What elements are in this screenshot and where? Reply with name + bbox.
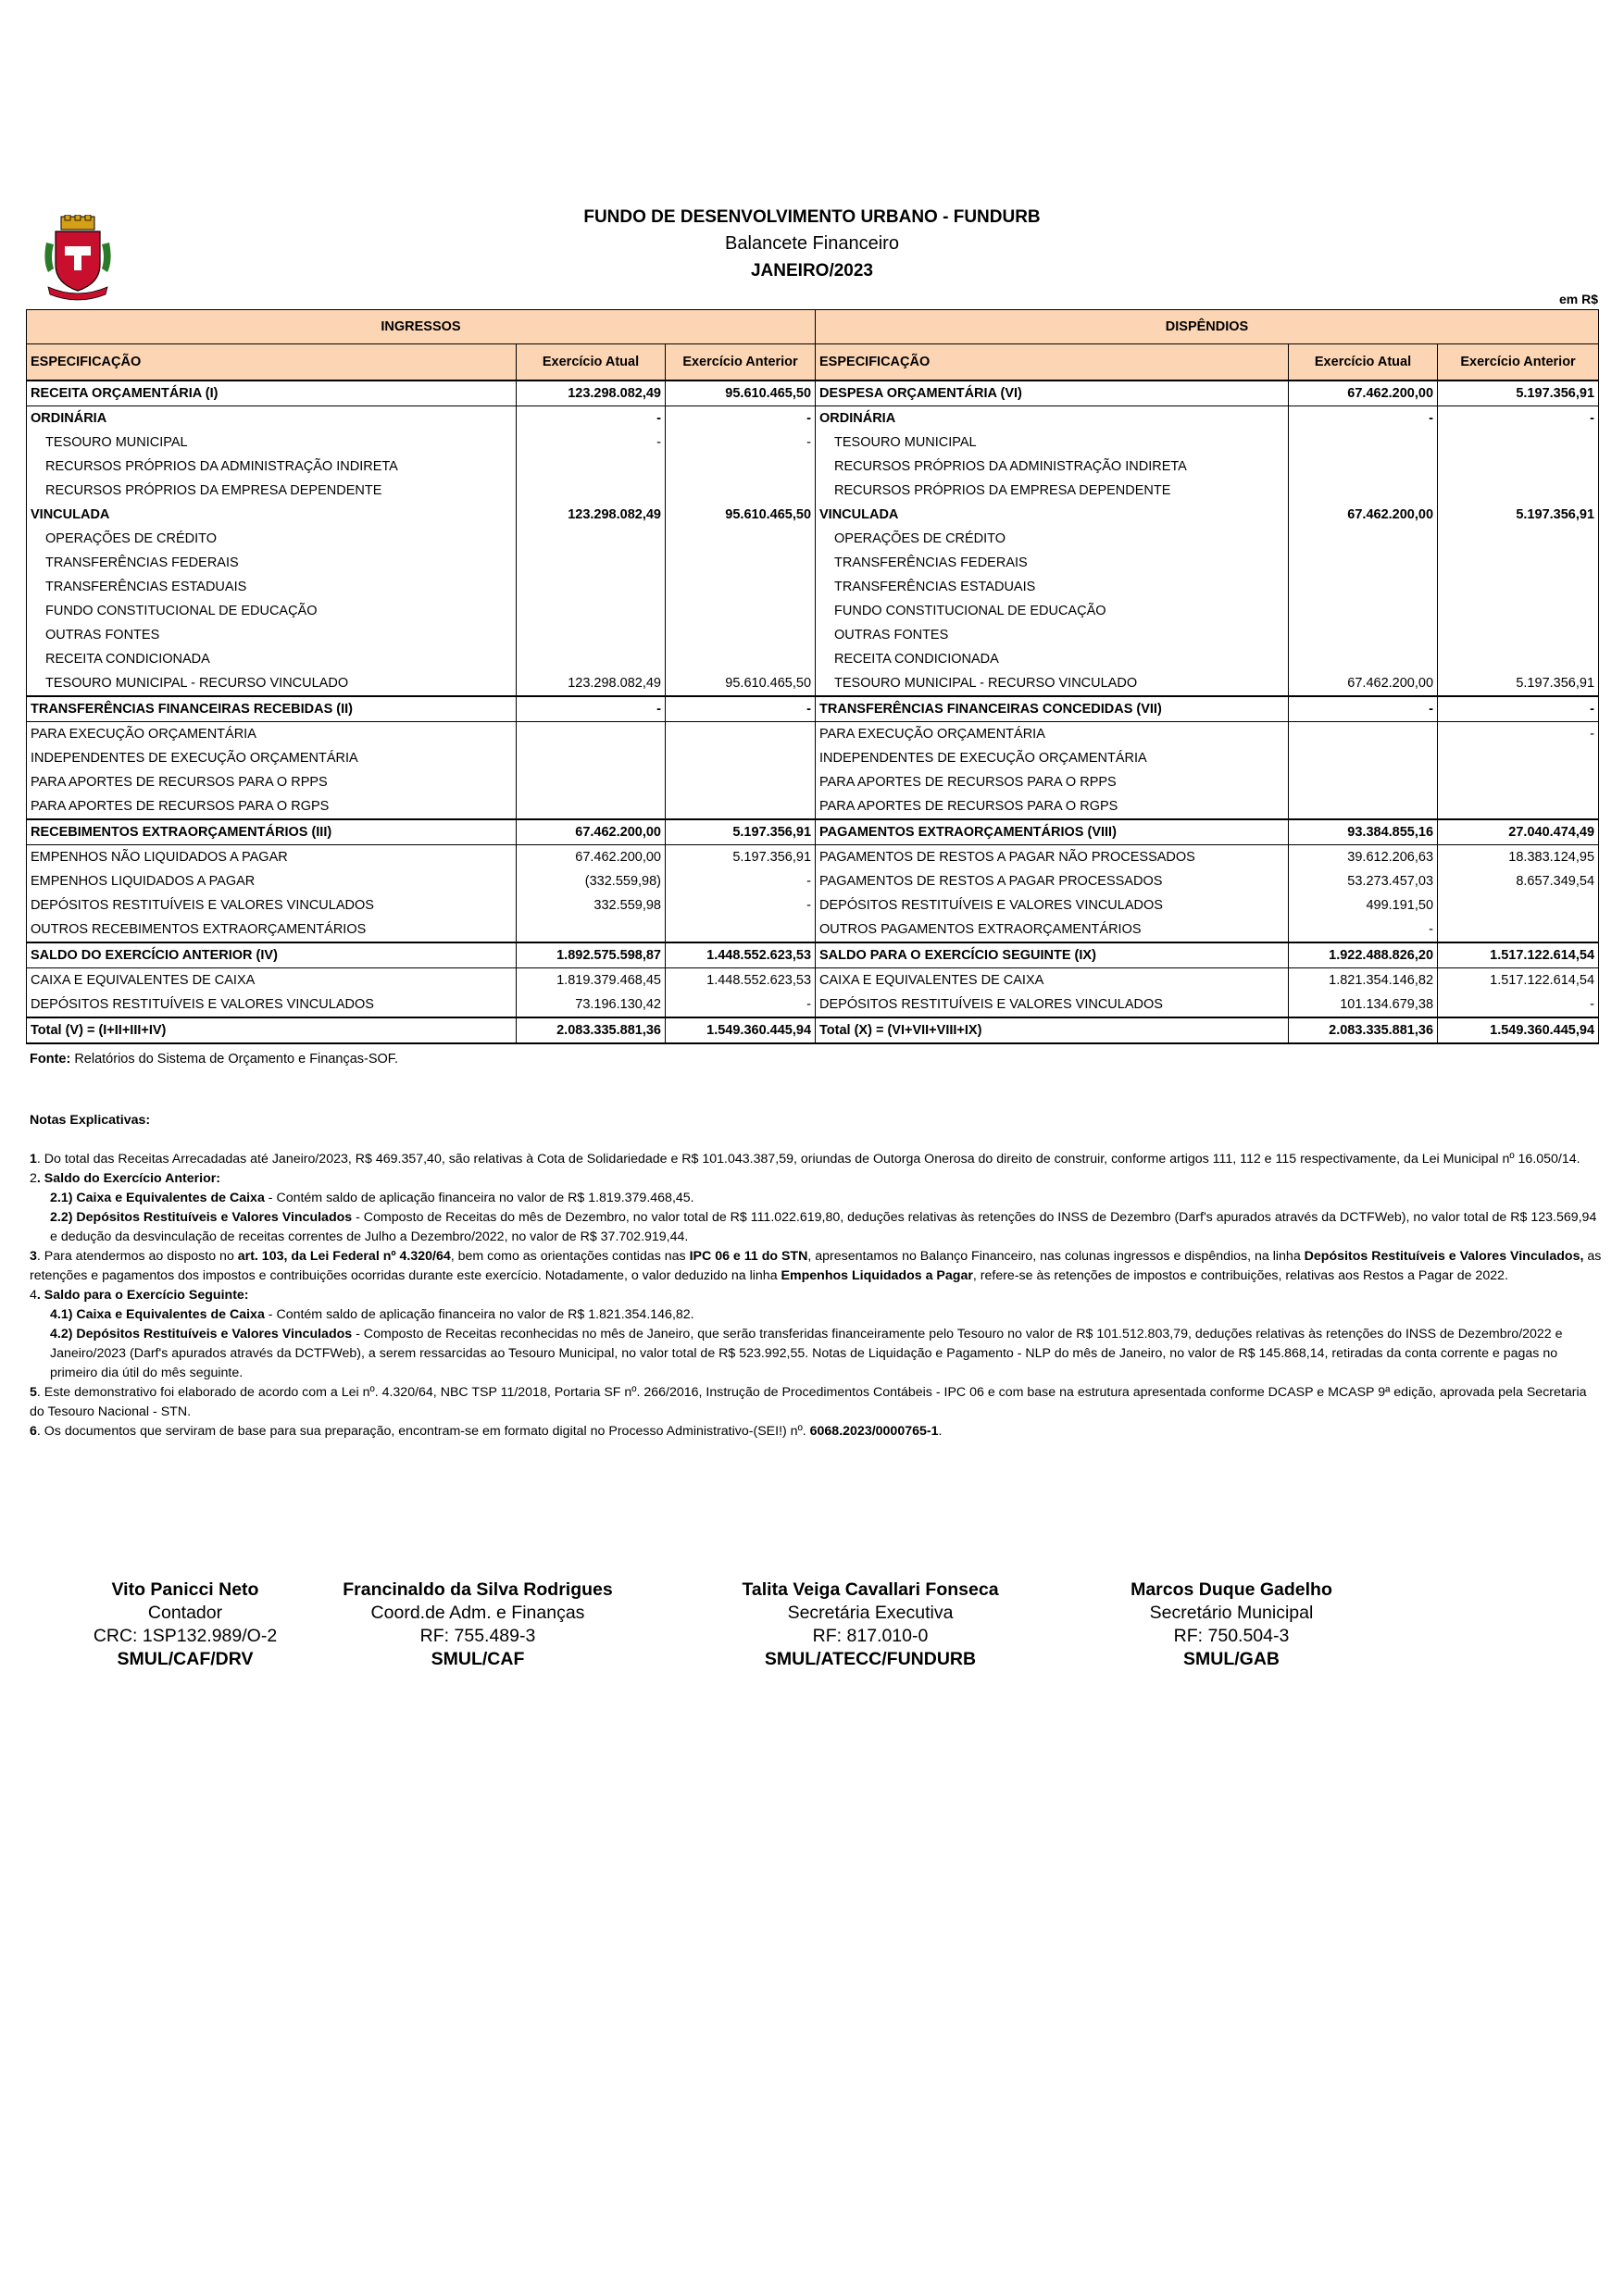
row-label-ingresso: PARA APORTES DE RECURSOS PARA O RGPS [27, 794, 517, 819]
row-value-anterior-dispendio [1438, 794, 1599, 819]
signer-id: RF: 750.504-3 [1173, 1626, 1290, 1646]
row-value-anterior-ingresso: 5.197.356,91 [666, 819, 816, 845]
row-value-anterior-ingresso: - [666, 992, 816, 1017]
col-spec-right: ESPECIFICAÇÃO [816, 344, 1289, 381]
row-value-anterior-ingresso: - [666, 869, 816, 893]
row-value-atual-dispendio [1289, 527, 1438, 551]
row-value-anterior-dispendio [1438, 575, 1599, 599]
row-value-anterior-ingresso: 95.610.465,50 [666, 671, 816, 696]
row-value-anterior-dispendio: - [1438, 992, 1599, 1017]
row-label-ingresso: RECEITA ORÇAMENTÁRIA (I) [27, 381, 517, 406]
table-row [27, 430, 1599, 455]
row-label-dispendio: OUTRAS FONTES [816, 623, 1289, 647]
table-row [27, 722, 1599, 747]
row-label-ingresso: INDEPENDENTES DE EXECUÇÃO ORÇAMENTÁRIA [27, 746, 517, 770]
row-value-anterior-ingresso: - [666, 696, 816, 722]
row-label-dispendio: PARA EXECUÇÃO ORÇAMENTÁRIA [816, 722, 1289, 747]
table-row [27, 647, 1599, 671]
row-value-anterior-ingresso [666, 599, 816, 623]
note-2: 2. Saldo do Exercício Anterior: [30, 1171, 221, 1186]
row-value-anterior-ingresso: - [666, 406, 816, 431]
row-value-anterior-dispendio: 8.657.349,54 [1438, 869, 1599, 893]
signer-role: Secretária Executiva [787, 1603, 954, 1623]
row-value-atual-ingresso [517, 722, 666, 747]
row-label-ingresso: RECURSOS PRÓPRIOS DA ADMINISTRAÇÃO INDIRETA [27, 455, 517, 479]
row-value-atual-ingresso: 67.462.200,00 [517, 819, 666, 845]
row-value-anterior-ingresso: - [666, 893, 816, 917]
note-5: 5. Este demonstrativo foi elaborado de acordo com a Lei nº. 4.320/64, NBC TSP 11/2018, Portaria SF nº. 266/2016, Instrução de Procedimentos Contábeis - IPC 06 e com base na estrutura apresentada conforme DCASP e MCASP 9ª edição, aprovada pela Secretaria do Tesouro Nacional - STN. [30, 1385, 1587, 1419]
row-value-atual-dispendio [1289, 455, 1438, 479]
row-label-dispendio: DEPÓSITOS RESTITUÍVEIS E VALORES VINCULADOS [816, 893, 1289, 917]
row-value-atual-dispendio: 53.273.457,03 [1289, 869, 1438, 893]
row-label-ingresso: FUNDO CONSTITUCIONAL DE EDUCAÇÃO [27, 599, 517, 623]
table-row [27, 746, 1599, 770]
row-label-ingresso: EMPENHOS NÃO LIQUIDADOS A PAGAR [27, 845, 517, 870]
row-label-dispendio: RECURSOS PRÓPRIOS DA ADMINISTRAÇÃO INDIRETA [816, 455, 1289, 479]
source-text: Relatórios do Sistema de Orçamento e Finanças-SOF. [70, 1052, 399, 1067]
row-value-atual-dispendio: 2.083.335.881,36 [1289, 1017, 1438, 1043]
col-anterior-left: Exercício Anterior [666, 344, 816, 381]
explanatory-notes [30, 1111, 1604, 1441]
table-row [27, 599, 1599, 623]
row-value-atual-dispendio [1289, 551, 1438, 575]
row-value-anterior-ingresso [666, 527, 816, 551]
table-row [27, 819, 1599, 845]
note-4-1: 4.1) Caixa e Equivalentes de Caixa - Contém saldo de aplicação financeira no valor de R$ 1.821.354.146,82. [50, 1307, 694, 1322]
source-note [30, 1052, 398, 1067]
row-value-anterior-dispendio: 5.197.356,91 [1438, 503, 1599, 527]
row-value-atual-dispendio: 1.922.488.826,20 [1289, 942, 1438, 968]
row-label-ingresso: OUTROS RECEBIMENTOS EXTRAORÇAMENTÁRIOS [27, 917, 517, 942]
table-row [27, 770, 1599, 794]
report-period: JANEIRO/2023 [750, 261, 873, 281]
balance-table [26, 309, 1599, 1044]
row-value-atual-dispendio [1289, 746, 1438, 770]
signature-block [1065, 1578, 1398, 1671]
row-label-dispendio: DESPESA ORÇAMENTÁRIA (VI) [816, 381, 1289, 406]
row-value-anterior-ingresso: 5.197.356,91 [666, 845, 816, 870]
row-value-atual-ingresso [517, 623, 666, 647]
row-value-anterior-ingresso [666, 623, 816, 647]
col-spec-left: ESPECIFICAÇÃO [27, 344, 517, 381]
col-atual-left: Exercício Atual [517, 344, 666, 381]
table-row [27, 917, 1599, 942]
row-label-ingresso: RECURSOS PRÓPRIOS DA EMPRESA DEPENDENTE [27, 479, 517, 503]
note-4-2: 4.2) Depósitos Restituíveis e Valores Vinculados - Composto de Receitas reconhecidas no mês de Janeiro, que serão transferidas financeiramente pelo Tesouro no valor de R$ 101.512.803,79, deduções relativas às retenções do INSS de Dezembro/2022 e Janeiro/2023 (Darf's apurados através da DCTFWeb), a serem ressarcidas ao Tesouro Municipal, no valor total de R$ 523.992,55. Notas de Liquidação e Pagamento - NLP do mês de Janeiro, no valor de R$ 145.868,14, retiradas da conta corrente e pagas no primeiro dia útil do mês seguinte. [50, 1327, 1563, 1380]
row-value-anterior-ingresso [666, 917, 816, 942]
row-label-dispendio: Total (X) = (VI+VII+VIII+IX) [816, 1017, 1289, 1043]
row-value-atual-dispendio: 67.462.200,00 [1289, 503, 1438, 527]
row-label-dispendio: OUTROS PAGAMENTOS EXTRAORÇAMENTÁRIOS [816, 917, 1289, 942]
row-label-dispendio: SALDO PARA O EXERCÍCIO SEGUINTE (IX) [816, 942, 1289, 968]
signer-id: CRC: 1SP132.989/O-2 [93, 1626, 278, 1646]
row-value-anterior-dispendio: 5.197.356,91 [1438, 671, 1599, 696]
row-value-atual-ingresso: 332.559,98 [517, 893, 666, 917]
row-label-ingresso: ORDINÁRIA [27, 406, 517, 431]
row-label-ingresso: OUTRAS FONTES [27, 623, 517, 647]
row-value-atual-ingresso [517, 575, 666, 599]
row-value-atual-ingresso: - [517, 406, 666, 431]
row-value-atual-ingresso: 1.819.379.468,45 [517, 968, 666, 993]
row-value-anterior-ingresso: 95.610.465,50 [666, 381, 816, 406]
row-value-anterior-dispendio: 1.517.122.614,54 [1438, 942, 1599, 968]
row-label-dispendio: ORDINÁRIA [816, 406, 1289, 431]
row-label-ingresso: PARA EXECUÇÃO ORÇAMENTÁRIA [27, 722, 517, 747]
row-label-dispendio: FUNDO CONSTITUCIONAL DE EDUCAÇÃO [816, 599, 1289, 623]
row-value-atual-ingresso [517, 599, 666, 623]
row-value-anterior-dispendio: 27.040.474,49 [1438, 819, 1599, 845]
row-value-atual-dispendio [1289, 647, 1438, 671]
row-label-ingresso: TESOURO MUNICIPAL [27, 430, 517, 455]
row-value-anterior-dispendio: - [1438, 722, 1599, 747]
signer-role: Secretário Municipal [1149, 1603, 1314, 1623]
row-value-atual-ingresso [517, 917, 666, 942]
row-value-atual-ingresso: 2.083.335.881,36 [517, 1017, 666, 1043]
signer-role: Coord.de Adm. e Finanças [370, 1603, 585, 1623]
signer-unit: SMUL/GAB [1183, 1649, 1280, 1669]
row-value-atual-ingresso: 123.298.082,49 [517, 503, 666, 527]
note-4: 4. Saldo para o Exercício Seguinte: [30, 1288, 249, 1303]
table-row [27, 696, 1599, 722]
table-row [27, 575, 1599, 599]
row-value-anterior-dispendio: 1.517.122.614,54 [1438, 968, 1599, 993]
row-value-atual-ingresso: (332.559,98) [517, 869, 666, 893]
row-value-atual-ingresso: - [517, 696, 666, 722]
row-label-dispendio: TRANSFERÊNCIAS FEDERAIS [816, 551, 1289, 575]
row-value-atual-ingresso: 123.298.082,49 [517, 381, 666, 406]
row-label-dispendio: CAIXA E EQUIVALENTES DE CAIXA [816, 968, 1289, 993]
report-subtitle: Balancete Financeiro [725, 233, 899, 254]
table-row [27, 893, 1599, 917]
row-value-anterior-ingresso [666, 647, 816, 671]
row-value-atual-dispendio [1289, 722, 1438, 747]
table-row [27, 869, 1599, 893]
signature-block [704, 1578, 1037, 1671]
signer-unit: SMUL/CAF [431, 1649, 525, 1669]
row-value-atual-ingresso [517, 527, 666, 551]
table-row [27, 1017, 1599, 1043]
band-row [27, 310, 1599, 344]
city-coat-of-arms-logo [41, 215, 115, 303]
row-value-anterior-dispendio [1438, 551, 1599, 575]
row-value-anterior-dispendio [1438, 479, 1599, 503]
row-value-anterior-dispendio [1438, 527, 1599, 551]
report-title: FUNDO DE DESENVOLVIMENTO URBANO - FUNDURB [583, 207, 1041, 227]
row-label-ingresso: DEPÓSITOS RESTITUÍVEIS E VALORES VINCULADOS [27, 893, 517, 917]
note-2-1: 2.1) Caixa e Equivalentes de Caixa - Contém saldo de aplicação financeira no valor de R$ 1.819.379.468,45. [50, 1191, 694, 1205]
row-value-anterior-ingresso [666, 746, 816, 770]
row-label-dispendio: TRANSFERÊNCIAS FINANCEIRAS CONCEDIDAS (VII) [816, 696, 1289, 722]
row-value-atual-dispendio: 67.462.200,00 [1289, 671, 1438, 696]
row-label-dispendio: TESOURO MUNICIPAL - RECURSO VINCULADO [816, 671, 1289, 696]
row-value-atual-dispendio: 1.821.354.146,82 [1289, 968, 1438, 993]
source-label: Fonte: [30, 1052, 71, 1067]
row-label-ingresso: EMPENHOS LIQUIDADOS A PAGAR [27, 869, 517, 893]
row-label-dispendio: DEPÓSITOS RESTITUÍVEIS E VALORES VINCULADOS [816, 992, 1289, 1017]
table-row [27, 623, 1599, 647]
row-value-anterior-dispendio: 5.197.356,91 [1438, 381, 1599, 406]
row-value-atual-dispendio: - [1289, 917, 1438, 942]
signer-id: RF: 755.489-3 [419, 1626, 536, 1646]
row-label-ingresso: TRANSFERÊNCIAS FEDERAIS [27, 551, 517, 575]
row-value-anterior-ingresso [666, 455, 816, 479]
row-label-dispendio: PARA APORTES DE RECURSOS PARA O RPPS [816, 770, 1289, 794]
table-row [27, 381, 1599, 406]
row-value-atual-dispendio: 499.191,50 [1289, 893, 1438, 917]
notes-title: Notas Explicativas: [30, 1113, 151, 1128]
row-label-dispendio: VINCULADA [816, 503, 1289, 527]
row-value-atual-dispendio [1289, 575, 1438, 599]
signer-id: RF: 817.010-0 [812, 1626, 929, 1646]
table-row [27, 671, 1599, 696]
row-label-ingresso: TESOURO MUNICIPAL - RECURSO VINCULADO [27, 671, 517, 696]
dispendios-header: DISPÊNDIOS [816, 310, 1599, 344]
note-1: 1. Do total das Receitas Arrecadadas até Janeiro/2023, R$ 469.357,40, são relativas à Cota de Solidariedade e R$ 101.043.387,59, oriundas de Outorga Onerosa do direito de construir, conforme artigos 111, 112 e 115 respectivamente, da Lei Municipal nº 16.050/14. [30, 1152, 1580, 1167]
row-value-atual-dispendio: 93.384.855,16 [1289, 819, 1438, 845]
row-value-anterior-ingresso [666, 551, 816, 575]
table-row [27, 794, 1599, 819]
column-header-row [27, 344, 1599, 381]
row-value-atual-ingresso [517, 647, 666, 671]
row-value-anterior-dispendio [1438, 647, 1599, 671]
row-value-atual-ingresso: 67.462.200,00 [517, 845, 666, 870]
row-value-anterior-ingresso [666, 722, 816, 747]
note-3: 3. Para atendermos ao disposto no art. 103, da Lei Federal nº 4.320/64, bem como as orientações contidas nas IPC 06 e 11 do STN, apresentamos no Balanço Financeiro, nas colunas ingressos e dispêndios, na linha Depósitos Restituíveis e Valores Vinculados, as retenções e pagamentos dos impostos e contribuições ocorridas durante este exercício. Notadamente, o valor deduzido na linha Empenhos Liquidados a Pagar, refere-se às retenções de impostos e contribuições, relativas aos Restos a Pagar de 2022. [30, 1249, 1602, 1283]
signer-name: Francinaldo da Silva Rodrigues [343, 1579, 613, 1600]
row-value-atual-ingresso [517, 770, 666, 794]
row-value-atual-ingresso: 123.298.082,49 [517, 671, 666, 696]
col-anterior-right: Exercício Anterior [1438, 344, 1599, 381]
row-value-anterior-ingresso [666, 770, 816, 794]
table-row [27, 992, 1599, 1017]
row-label-dispendio: PARA APORTES DE RECURSOS PARA O RGPS [816, 794, 1289, 819]
signer-name: Vito Panicci Neto [111, 1579, 259, 1600]
row-label-dispendio: OPERAÇÕES DE CRÉDITO [816, 527, 1289, 551]
row-label-dispendio: RECURSOS PRÓPRIOS DA EMPRESA DEPENDENTE [816, 479, 1289, 503]
row-label-dispendio: RECEITA CONDICIONADA [816, 647, 1289, 671]
row-value-anterior-ingresso: 95.610.465,50 [666, 503, 816, 527]
row-label-dispendio: PAGAMENTOS DE RESTOS A PAGAR NÃO PROCESSADOS [816, 845, 1289, 870]
row-value-atual-dispendio: - [1289, 696, 1438, 722]
signature-block [311, 1578, 644, 1671]
table-row [27, 527, 1599, 551]
row-value-anterior-dispendio: 1.549.360.445,94 [1438, 1017, 1599, 1043]
row-value-atual-dispendio: 67.462.200,00 [1289, 381, 1438, 406]
row-label-ingresso: OPERAÇÕES DE CRÉDITO [27, 527, 517, 551]
table-row [27, 845, 1599, 870]
row-label-ingresso: PARA APORTES DE RECURSOS PARA O RPPS [27, 770, 517, 794]
col-atual-right: Exercício Atual [1289, 344, 1438, 381]
row-value-atual-dispendio [1289, 770, 1438, 794]
row-label-dispendio: PAGAMENTOS DE RESTOS A PAGAR PROCESSADOS [816, 869, 1289, 893]
row-label-ingresso: DEPÓSITOS RESTITUÍVEIS E VALORES VINCULADOS [27, 992, 517, 1017]
row-value-atual-dispendio [1289, 794, 1438, 819]
row-value-atual-dispendio: - [1289, 406, 1438, 431]
row-label-ingresso: TRANSFERÊNCIAS ESTADUAIS [27, 575, 517, 599]
row-label-dispendio: INDEPENDENTES DE EXECUÇÃO ORÇAMENTÁRIA [816, 746, 1289, 770]
row-label-ingresso: CAIXA E EQUIVALENTES DE CAIXA [27, 968, 517, 993]
row-value-anterior-ingresso: 1.448.552.623,53 [666, 942, 816, 968]
table-row [27, 455, 1599, 479]
row-value-atual-ingresso [517, 455, 666, 479]
row-value-atual-ingresso [517, 479, 666, 503]
row-label-ingresso: RECEBIMENTOS EXTRAORÇAMENTÁRIOS (III) [27, 819, 517, 845]
row-value-atual-ingresso [517, 746, 666, 770]
signer-unit: SMUL/CAF/DRV [117, 1649, 254, 1669]
row-value-anterior-ingresso: 1.448.552.623,53 [666, 968, 816, 993]
signer-name: Marcos Duque Gadelho [1131, 1579, 1332, 1600]
signature-block [19, 1578, 352, 1671]
row-value-anterior-dispendio [1438, 917, 1599, 942]
table-row [27, 968, 1599, 993]
row-label-ingresso: RECEITA CONDICIONADA [27, 647, 517, 671]
row-value-anterior-ingresso: 1.549.360.445,94 [666, 1017, 816, 1043]
row-label-ingresso: VINCULADA [27, 503, 517, 527]
row-value-anterior-dispendio [1438, 599, 1599, 623]
row-value-atual-ingresso: 73.196.130,42 [517, 992, 666, 1017]
row-value-atual-dispendio [1289, 430, 1438, 455]
ingressos-header: INGRESSOS [27, 310, 816, 344]
row-value-anterior-dispendio [1438, 746, 1599, 770]
note-2-2: 2.2) Depósitos Restituíveis e Valores Vinculados - Composto de Receitas do mês de Dezembro, no valor total de R$ 111.022.619,80, deduções relativas às retenções do INSS de Dezembro (Darf's apurados através da DCTFWeb), no valor total de R$ 123.569,94 e dedução da desvinculação de receitas correntes de Julho a Dezembro/2022, no valor de R$ 37.702.919,44. [50, 1210, 1597, 1244]
row-value-atual-dispendio [1289, 479, 1438, 503]
row-value-atual-dispendio: 101.134.679,38 [1289, 992, 1438, 1017]
currency-unit: em R$ [1558, 292, 1598, 306]
row-label-dispendio: PAGAMENTOS EXTRAORÇAMENTÁRIOS (VIII) [816, 819, 1289, 845]
row-value-atual-ingresso [517, 794, 666, 819]
row-value-anterior-ingresso [666, 479, 816, 503]
row-value-anterior-dispendio [1438, 430, 1599, 455]
table-row [27, 503, 1599, 527]
row-value-anterior-dispendio: - [1438, 696, 1599, 722]
row-value-anterior-ingresso: - [666, 430, 816, 455]
row-value-anterior-ingresso [666, 794, 816, 819]
row-label-ingresso: TRANSFERÊNCIAS FINANCEIRAS RECEBIDAS (II) [27, 696, 517, 722]
row-value-atual-dispendio [1289, 623, 1438, 647]
row-label-dispendio: TESOURO MUNICIPAL [816, 430, 1289, 455]
row-value-atual-ingresso [517, 551, 666, 575]
row-value-anterior-dispendio: 18.383.124,95 [1438, 845, 1599, 870]
note-6: 6. Os documentos que serviram de base para sua preparação, encontram-se em formato digital no Processo Administrativo-(SEI!) nº. 6068.2023/0000765-1. [30, 1424, 943, 1439]
signer-role: Contador [147, 1603, 223, 1623]
row-label-dispendio: TRANSFERÊNCIAS ESTADUAIS [816, 575, 1289, 599]
table-row [27, 479, 1599, 503]
row-value-anterior-dispendio [1438, 623, 1599, 647]
table-row [27, 551, 1599, 575]
row-value-anterior-dispendio [1438, 770, 1599, 794]
row-value-atual-dispendio: 39.612.206,63 [1289, 845, 1438, 870]
row-value-atual-ingresso: 1.892.575.598,87 [517, 942, 666, 968]
row-value-anterior-dispendio [1438, 893, 1599, 917]
signer-name: Talita Veiga Cavallari Fonseca [742, 1579, 999, 1600]
table-row [27, 942, 1599, 968]
row-label-ingresso: Total (V) = (I+II+III+IV) [27, 1017, 517, 1043]
row-value-atual-dispendio [1289, 599, 1438, 623]
row-label-ingresso: SALDO DO EXERCÍCIO ANTERIOR (IV) [27, 942, 517, 968]
row-value-anterior-dispendio [1438, 455, 1599, 479]
row-value-atual-ingresso: - [517, 430, 666, 455]
signer-unit: SMUL/ATECC/FUNDURB [764, 1649, 977, 1669]
table-row [27, 406, 1599, 431]
row-value-anterior-ingresso [666, 575, 816, 599]
row-value-anterior-dispendio: - [1438, 406, 1599, 431]
